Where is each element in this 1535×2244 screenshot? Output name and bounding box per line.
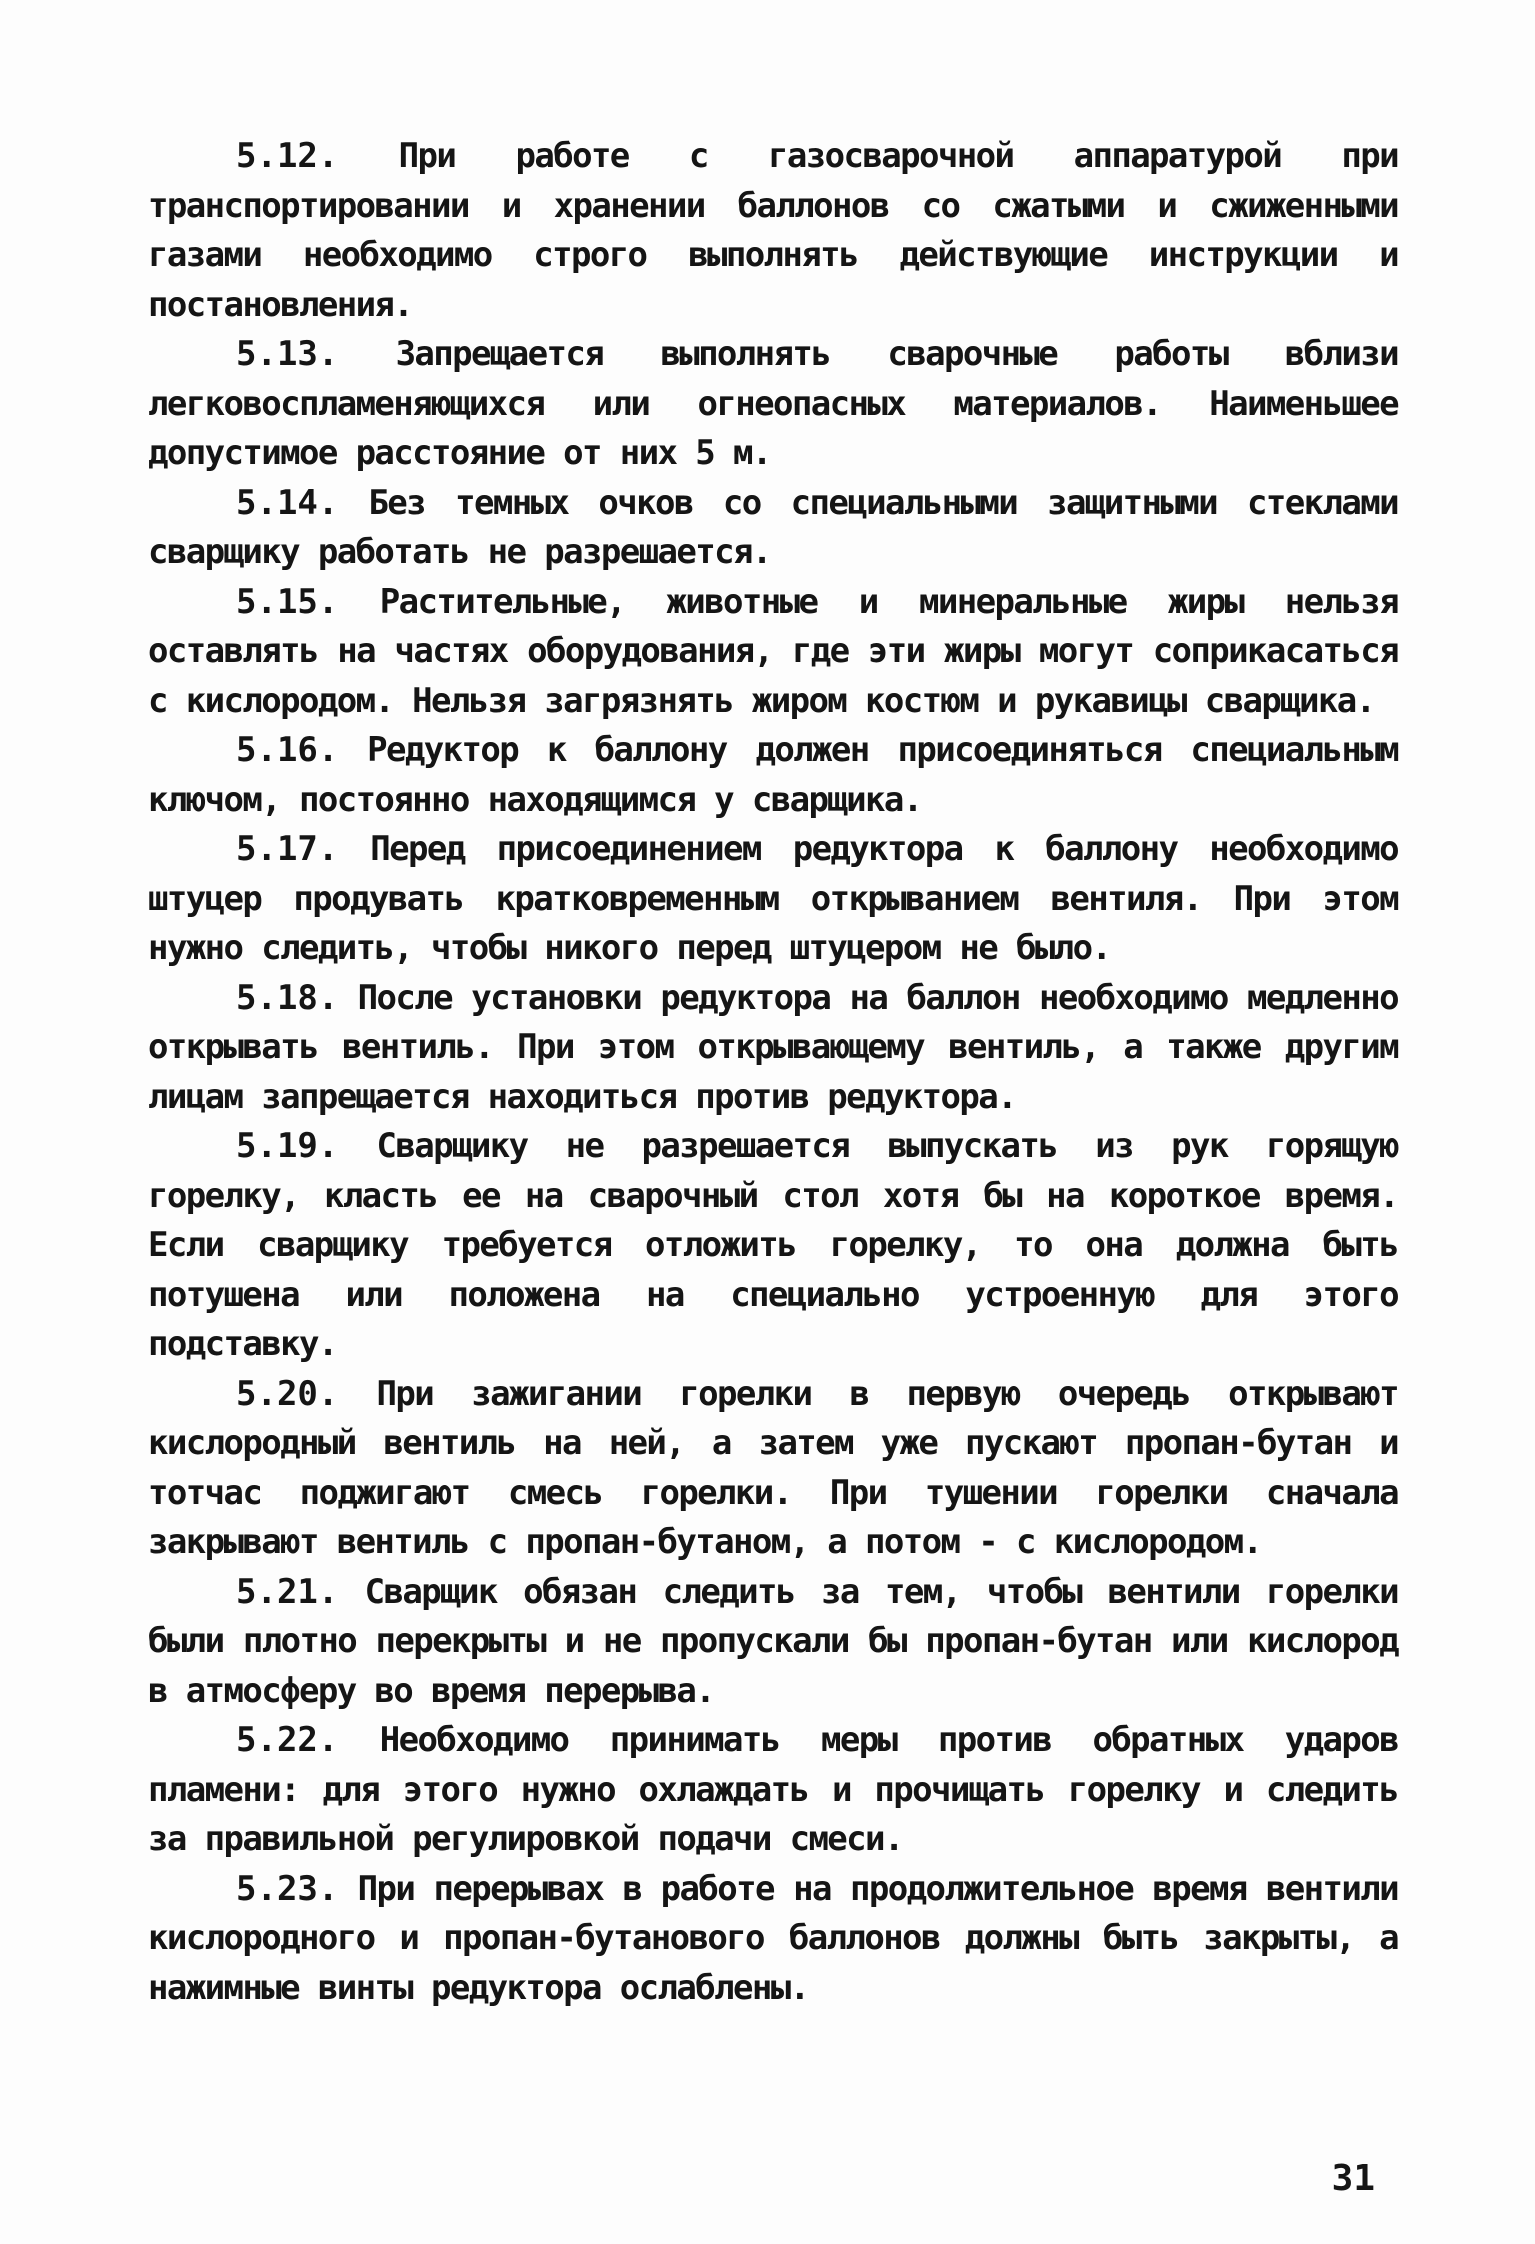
paragraph-text: Редуктор к баллону должен присоединяться специальным ключом, постоянно находящимся у сварщика. (148, 730, 1398, 820)
paragraph-number: 5.18. (236, 977, 339, 1018)
paragraph-5-22 (148, 1716, 1398, 1865)
paragraph-text: При зажигании горелки в первую очередь открывают кислородный вентиль на ней, а затем уже пускают пропан-бутан и тотчас поджигают смесь горелки. При тушении горелки сначала закрывают вентиль с пропан-бутаном, а потом - с кислородом. (148, 1373, 1399, 1562)
paragraph-5-19 (148, 1122, 1398, 1370)
paragraph-number: 5.12. (236, 136, 339, 176)
paragraph-number: 5.21. (236, 1571, 339, 1612)
paragraph-number: 5.16. (236, 730, 339, 770)
paragraph-5-20 (148, 1370, 1398, 1568)
document-body (148, 132, 1398, 2013)
paragraph-number: 5.19. (236, 1126, 339, 1166)
paragraph-text: Сварщику не разрешается выпускать из рук горящую горелку, класть ее на сварочный стол хотя бы на короткое время. Если сварщику требуется отложить горелку, то она должна быть потушена или положена на специально устроенную для этого подставку. (148, 1126, 1399, 1364)
paragraph-number: 5.20. (236, 1373, 339, 1414)
paragraph-5-15 (148, 578, 1398, 727)
paragraph-text: Без темных очков со специальными защитными стеклами сварщику работать не разрешается. (148, 482, 1398, 572)
paragraph-5-16 (148, 726, 1398, 825)
paragraph-5-13 (148, 330, 1398, 479)
paragraph-text: Сварщик обязан следить за тем, чтобы вентили горелки были плотно перекрыты и не пропускали бы пропан-бутан или кислород в атмосферу во время перерыва. (148, 1571, 1398, 1711)
paragraph-text: Перед присоединением редуктора к баллону необходимо штуцер продувать кратковременным открыванием вентиля. При этом нужно следить, чтобы никого перед штуцером не было. (148, 829, 1398, 968)
paragraph-text: Необходимо принимать меры против обратных ударов пламени: для этого нужно охлаждать и прочищать горелку и следить за правильной регулировкой подачи смеси. (148, 1720, 1398, 1859)
paragraph-5-17 (148, 825, 1398, 974)
paragraph-text: При перерывах в работе на продолжительное время вентили кислородного и пропан-бутанового баллонов должны быть закрыты, а нажимные винты редуктора ослаблены. (148, 1868, 1399, 2008)
paragraph-text: После установки редуктора на баллон необходимо медленно открывать вентиль. При этом открывающему вентиль, а также другим лицам запрещается находиться против редуктора. (148, 977, 1398, 1117)
paragraph-5-12 (148, 132, 1398, 330)
paragraph-text: При работе с газосварочной аппаратурой при транспортировании и хранении баллонов со сжатыми и сжиженными газами необходимо строго выполнять действующие инструкции и постановления. (148, 136, 1399, 325)
page-number: 31 (1331, 2158, 1375, 2199)
paragraph-number: 5.13. (236, 334, 339, 374)
paragraph-number: 5.22. (236, 1720, 339, 1760)
paragraph-5-14 (148, 479, 1398, 578)
paragraph-text: Запрещается выполнять сварочные работы вблизи легковоспламеняющихся или огнеопасных материалов. Наименьшее допустимое расстояние от них 5 м. (148, 334, 1399, 473)
paragraph-number: 5.17. (236, 829, 339, 869)
paragraph-number: 5.23. (236, 1868, 339, 1909)
paragraph-number: 5.14. (236, 482, 339, 523)
paragraph-5-23 (148, 1865, 1398, 2014)
paragraph-5-18 (148, 974, 1398, 1123)
paragraph-5-21 (148, 1568, 1398, 1717)
paragraph-text: Растительные, животные и минеральные жиры нельзя оставлять на частях оборудования, где эти жиры могут соприкасаться с кислородом. Нельзя загрязнять жиром костюм и рукавицы сварщика. (148, 581, 1398, 721)
paragraph-number: 5.15. (236, 581, 339, 622)
